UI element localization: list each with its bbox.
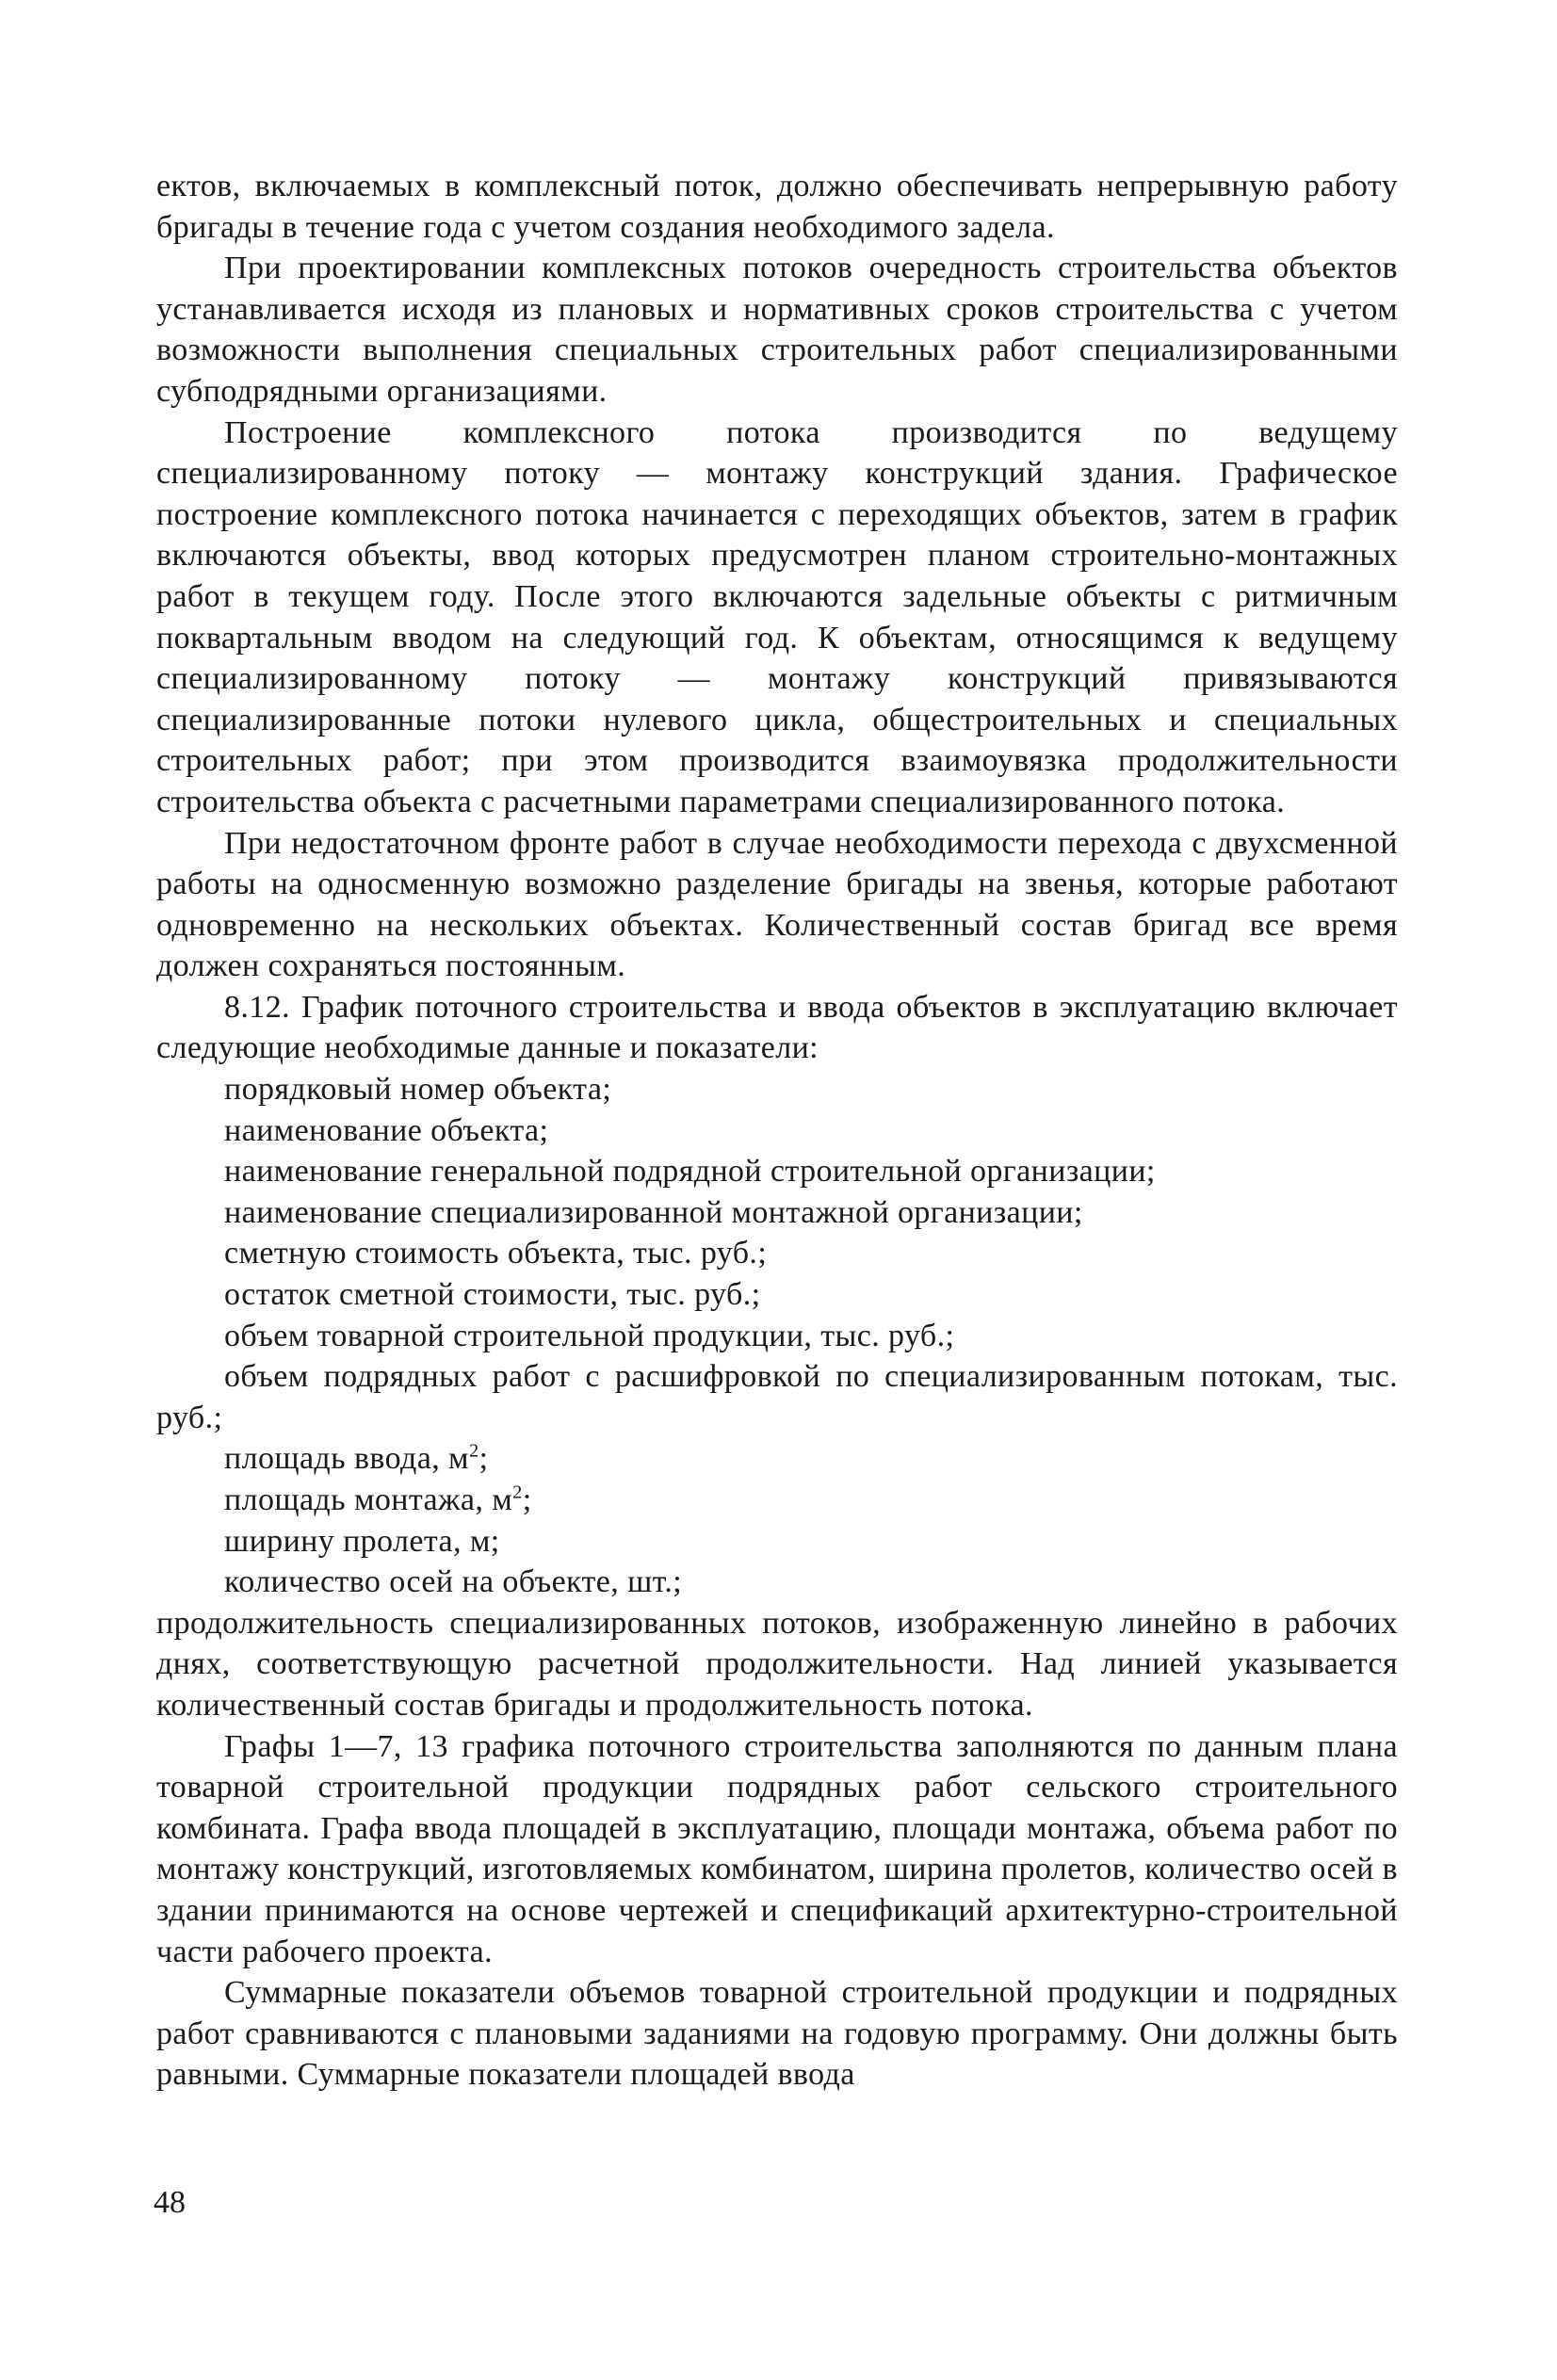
list-item: остаток сметной стоимости, тыс. руб.;	[224, 1277, 761, 1313]
paragraph-insufficient-front: При недостаточном фронте работ в случае необходимости перехода с двухсменной работы на односменную возможно разделение бригады на звенья, которые работают одновременно на нескольких объектах. Количественный состав бригад все время должен сохраняться постоянным.	[156, 825, 1398, 984]
list-item	[156, 1438, 1398, 1480]
list-item: объем подрядных работ с расшифровкой по специализированным потокам, тыс. руб.;	[156, 1359, 1398, 1435]
list-item: сметную стоимость объекта, тыс. руб.;	[224, 1236, 768, 1271]
list-item-text: ;	[478, 1441, 489, 1477]
superscript: 2	[512, 1481, 523, 1503]
list-item: объем товарной строительной продукции, тыс. руб.;	[224, 1318, 955, 1353]
paragraph-flow-construction: Построение комплексного потока производится по ведущему специализированному потоку — монтажу конструкций здания. Графическое построение комплексного потока начинается с переходящих объектов, затем в график включаются объекты, ввод которых предусмотрен планом строительно-монтажных работ в текущем году. После этого включаются задельные объекты с ритмичным поквартальным вводом на следующий год. К объектам, относящимся к ведущему специализированному потоку — монтажу конструкций привязываются специализированные потоки нулевого цикла, общестроительных и специальных строительных работ; при этом производится взаимоувязка продолжительности строительства объекта с расчетными параметрами специализированного потока.	[156, 414, 1398, 819]
paragraph-duration: продолжительность специализированных потоков, изображенную линейно в рабочих днях, соответствующую расчетной продолжительности. Над линией указывается количественный состав бригады и продолжительность потока.	[156, 1605, 1398, 1723]
paragraph-columns: Графы 1—7, 13 графика поточного строительства заполняются по данным плана товарной строительной продукции подрядных работ сельского строительного комбината. Графа ввода площадей в эксплуатацию, площади монтажа, объема работ по монтажу конструкций, изготовляемых комбинатом, ширина пролетов, количество осей в здании принимаются на основе чертежей и спецификаций архитектурно-строительной части рабочего проекта.	[156, 1728, 1398, 1969]
paragraph-summary: Суммарные показатели объемов товарной строительной продукции и подрядных работ сравниваются с плановыми заданиями на годовую программу. Они должны быть равными. Суммарные показатели площадей ввода	[156, 1975, 1398, 2093]
list-item: наименование генеральной подрядной строительной организации;	[224, 1154, 1156, 1190]
indicator-list	[156, 1069, 1398, 1603]
list-item: порядковый номер объекта;	[224, 1072, 612, 1108]
page-number: 48	[154, 2185, 186, 2220]
paragraph-continuation: ектов, включаемых в комплексный поток, должно обеспечивать непрерывную работу бригады в течение года с учетом создания необходимого задела.	[156, 169, 1398, 245]
list-item-text: ;	[522, 1482, 532, 1517]
superscript: 2	[468, 1441, 479, 1463]
list-item: количество осей на объекте, шт.;	[224, 1564, 683, 1600]
list-item	[156, 1480, 1398, 1521]
list-item-text: площадь ввода, м	[224, 1441, 469, 1477]
list-item: ширину пролета, м;	[224, 1523, 500, 1559]
page-body	[156, 166, 1398, 2096]
list-item: наименование объекта;	[224, 1112, 549, 1148]
paragraph-design-order: При проектировании комплексных потоков очередность строительства объектов устанавливается исходя из плановых и нормативных сроков строительства с учетом возможности выполнения специальных строительных работ специализированными субподрядными организациями.	[156, 251, 1398, 409]
list-item: наименование специализированной монтажной организации;	[224, 1194, 1083, 1230]
list-item-text: площадь монтажа, м	[224, 1482, 513, 1517]
paragraph-section-8-12: 8.12. График поточного строительства и ввода объектов в эксплуатацию включает следующие необходимые данные и показатели:	[156, 989, 1398, 1066]
